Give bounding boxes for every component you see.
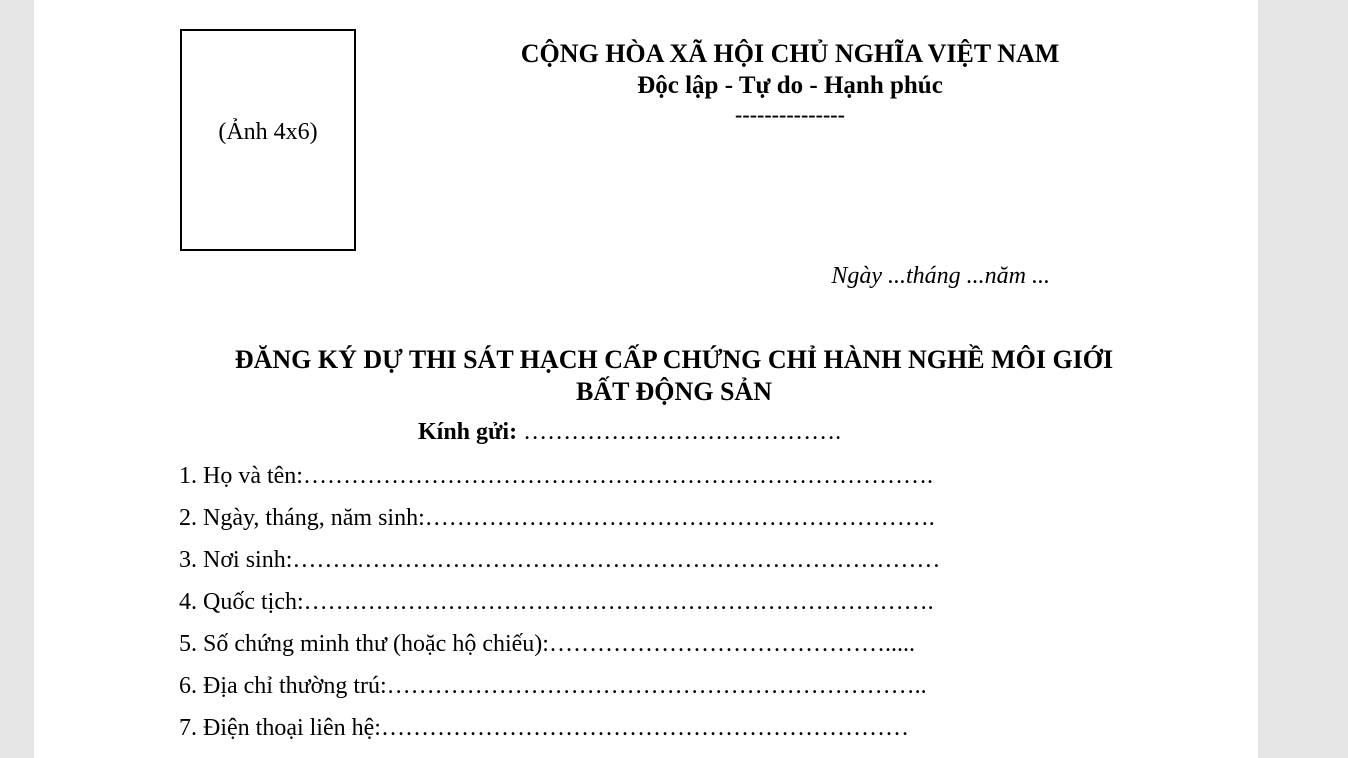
recipient-label: Kính gửi: [418, 419, 518, 445]
field-place-of-birth: 3. Nơi sinh:……………………………………………………………………… [179, 547, 941, 573]
field-date-of-birth: 2. Ngày, tháng, năm sinh:………………………………………………………. [179, 505, 935, 531]
field-permanent-address: 6. Địa chỉ thường trú:………………………………………………………….. [179, 673, 927, 699]
photo-label: (Ảnh 4x6) [218, 118, 318, 145]
national-header [470, 38, 1110, 128]
recipient-dots: …………………………………. [517, 419, 842, 445]
date-line: Ngày ...tháng ...năm ... [831, 263, 1050, 289]
recipient-line [418, 419, 841, 446]
form-fields [179, 460, 1079, 754]
form-title-line-1: ĐĂNG KÝ DỰ THI SÁT HẠCH CẤP CHỨNG CHỈ HÀNH NGHỀ MÔI GIỚI [234, 345, 1114, 374]
field-id-number: 5. Số chứng minh thư (hoặc hộ chiếu):……………………………………..... [179, 631, 915, 657]
field-phone: 7. Điện thoại liên hệ:………………………………………………………… [179, 715, 909, 741]
form-title-line-2: BẤT ĐỘNG SẢN [575, 377, 772, 406]
header-divider: --------------- [735, 102, 845, 127]
nation-motto: Độc lập - Tự do - Hạnh phúc [637, 72, 943, 99]
field-full-name: 1. Họ và tên:……………………………………………………………………. [179, 463, 933, 489]
form-title [174, 344, 1174, 408]
nation-title: CỘNG HÒA XÃ HỘI CHỦ NGHĨA VIỆT NAM [520, 39, 1060, 68]
field-nationality: 4. Quốc tịch:……………………………………………………………………. [179, 589, 934, 615]
photo-placeholder-box [180, 29, 356, 251]
document-page [34, 0, 1258, 758]
